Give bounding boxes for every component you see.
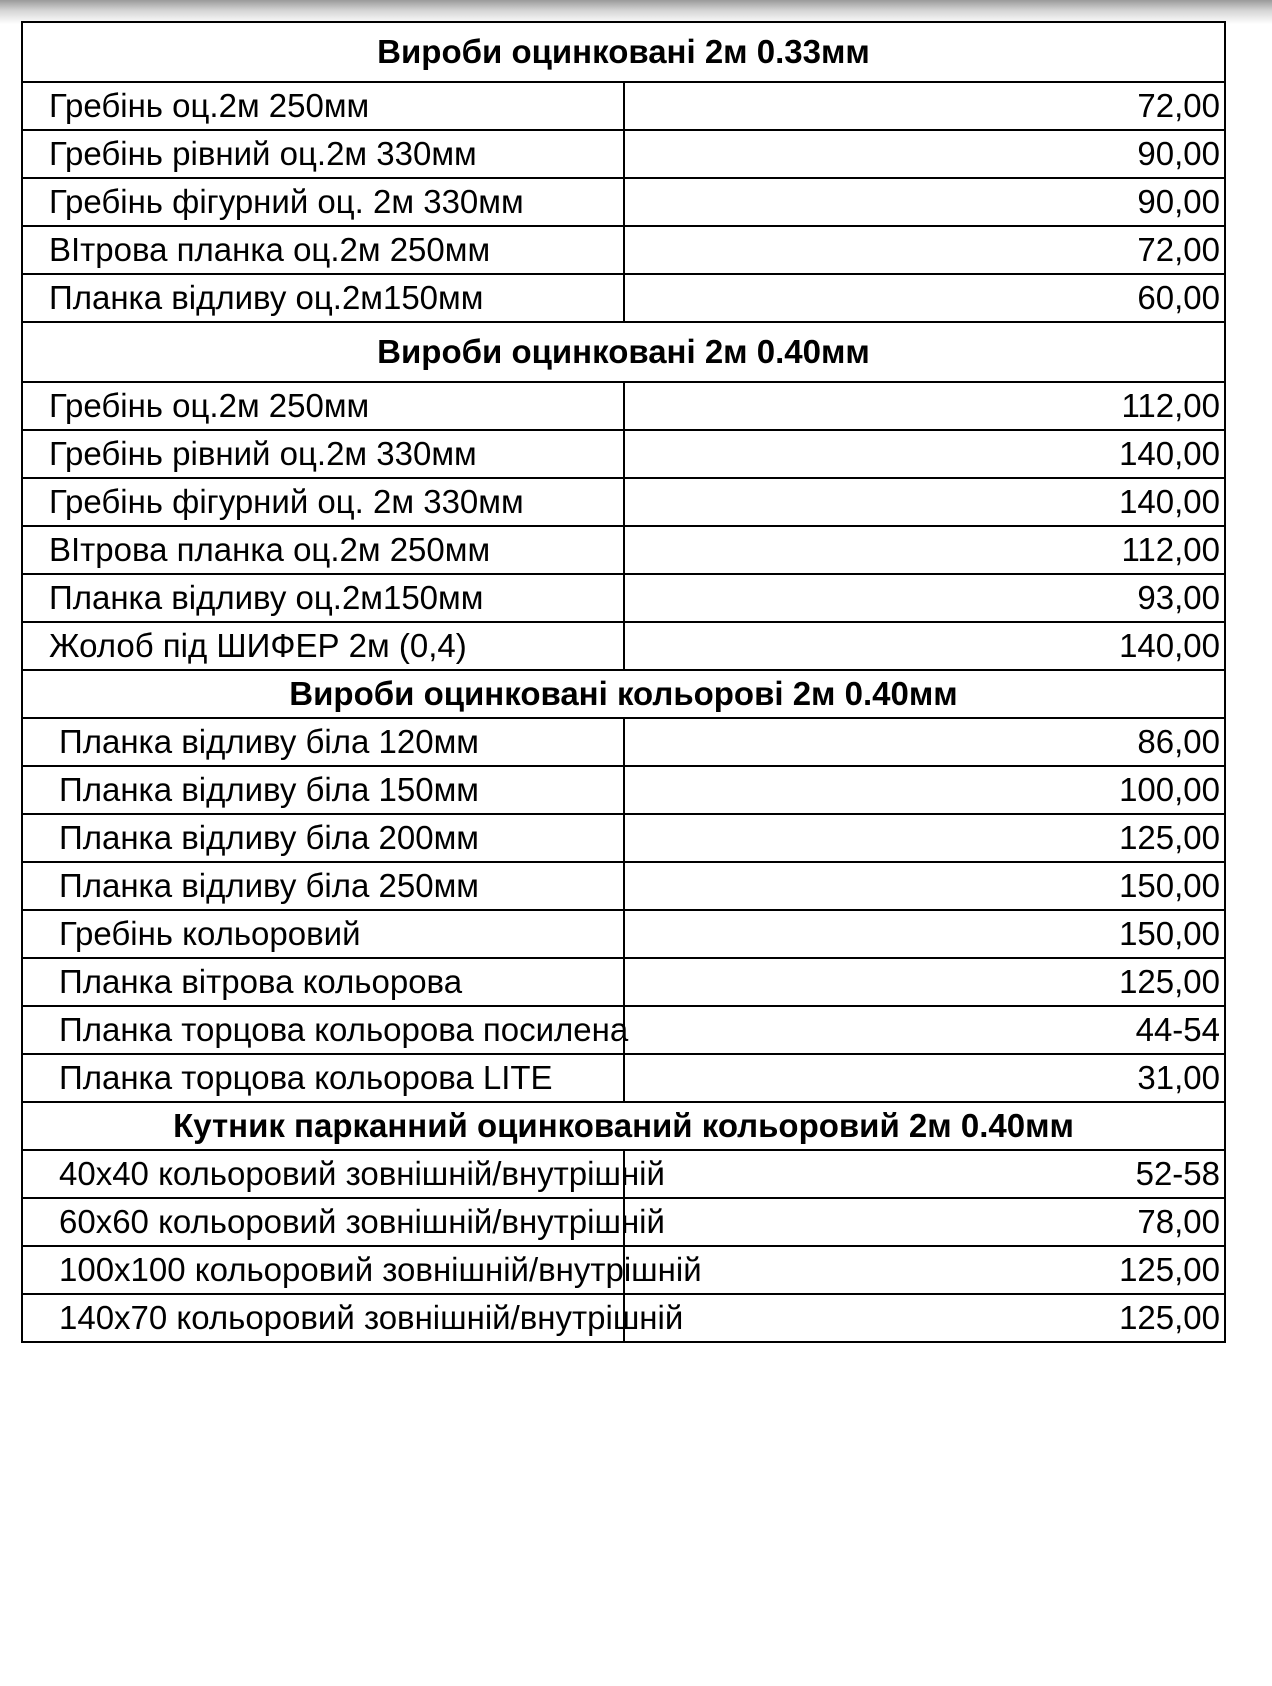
item-name: Планка відливу оц.2м150мм [22, 274, 624, 322]
price-list-table [21, 21, 1226, 1343]
item-name: Планка відливу біла 200мм [22, 814, 624, 862]
item-price: 86,00 [624, 718, 1226, 766]
table-row [22, 766, 1225, 814]
item-name: Планка відливу біла 120мм [22, 718, 624, 766]
table-row [22, 130, 1225, 178]
table-row [22, 862, 1225, 910]
item-name: Гребінь фігурний оц. 2м 330мм [22, 178, 624, 226]
item-price: 44-54 [624, 1006, 1226, 1054]
table-row [22, 430, 1225, 478]
item-name: Гребінь рівний оц.2м 330мм [22, 430, 624, 478]
item-name: Планка відливу біла 250мм [22, 862, 624, 910]
table-row [22, 1198, 1225, 1246]
item-price: 90,00 [624, 130, 1226, 178]
section-title: Вироби оцинковані 2м 0.40мм [22, 322, 1225, 382]
table-row [22, 274, 1225, 322]
item-name: Гребінь оц.2м 250мм [22, 382, 624, 430]
table-row [22, 178, 1225, 226]
item-price: 150,00 [624, 910, 1226, 958]
item-name: Планка відливу оц.2м150мм [22, 574, 624, 622]
item-name: Планка торцова кольорова LITE [22, 1054, 624, 1102]
item-price: 72,00 [624, 82, 1226, 130]
item-price: 31,00 [624, 1054, 1226, 1102]
table-row [22, 622, 1225, 670]
item-name: Жолоб під ШИФЕР 2м (0,4) [22, 622, 624, 670]
item-name: 60х60 кольоровий зовнішній/внутрішній [22, 1198, 624, 1246]
section-title: Кутник парканний оцинкований кольоровий 2м 0.40мм [22, 1102, 1225, 1150]
item-price: 140,00 [624, 622, 1226, 670]
item-price: 60,00 [624, 274, 1226, 322]
item-price: 72,00 [624, 226, 1226, 274]
item-price: 140,00 [624, 430, 1226, 478]
item-price: 125,00 [624, 1246, 1226, 1294]
table-row [22, 526, 1225, 574]
item-price: 150,00 [624, 862, 1226, 910]
table-row [22, 1150, 1225, 1198]
table-row [22, 382, 1225, 430]
item-name: Гребінь оц.2м 250мм [22, 82, 624, 130]
item-name: 100х100 кольоровий зовнішній/внутрішній [22, 1246, 624, 1294]
item-name: Планка вітрова кольорова [22, 958, 624, 1006]
item-name: ВІтрова планка оц.2м 250мм [22, 526, 624, 574]
item-name: Гребінь фігурний оц. 2м 330мм [22, 478, 624, 526]
table-row [22, 1294, 1225, 1342]
section-header-row [22, 1102, 1225, 1150]
item-price: 125,00 [624, 958, 1226, 1006]
table-row [22, 1246, 1225, 1294]
item-price: 112,00 [624, 382, 1226, 430]
item-name: Планка торцова кольорова посилена [22, 1006, 624, 1054]
item-name: Гребінь кольоровий [22, 910, 624, 958]
table-row [22, 1054, 1225, 1102]
table-row [22, 958, 1225, 1006]
section-header-row [22, 22, 1225, 82]
table-row [22, 226, 1225, 274]
table-row [22, 814, 1225, 862]
item-name: 40х40 кольоровий зовнішній/внутрішній [22, 1150, 624, 1198]
item-price: 125,00 [624, 1294, 1226, 1342]
item-price: 52-58 [624, 1150, 1226, 1198]
item-price: 100,00 [624, 766, 1226, 814]
section-title: Вироби оцинковані 2м 0.33мм [22, 22, 1225, 82]
table-row [22, 910, 1225, 958]
section-header-row [22, 670, 1225, 718]
item-price: 112,00 [624, 526, 1226, 574]
item-price: 78,00 [624, 1198, 1226, 1246]
section-title: Вироби оцинковані кольорові 2м 0.40мм [22, 670, 1225, 718]
section-header-row [22, 322, 1225, 382]
table-row [22, 574, 1225, 622]
item-price: 90,00 [624, 178, 1226, 226]
item-price: 93,00 [624, 574, 1226, 622]
item-price: 140,00 [624, 478, 1226, 526]
table-row [22, 718, 1225, 766]
item-name: ВІтрова планка оц.2м 250мм [22, 226, 624, 274]
item-name: Планка відливу біла 150мм [22, 766, 624, 814]
table-row [22, 1006, 1225, 1054]
item-name: 140х70 кольоровий зовнішній/внутрішній [22, 1294, 624, 1342]
item-price: 125,00 [624, 814, 1226, 862]
table-row [22, 478, 1225, 526]
item-name: Гребінь рівний оц.2м 330мм [22, 130, 624, 178]
table-row [22, 82, 1225, 130]
